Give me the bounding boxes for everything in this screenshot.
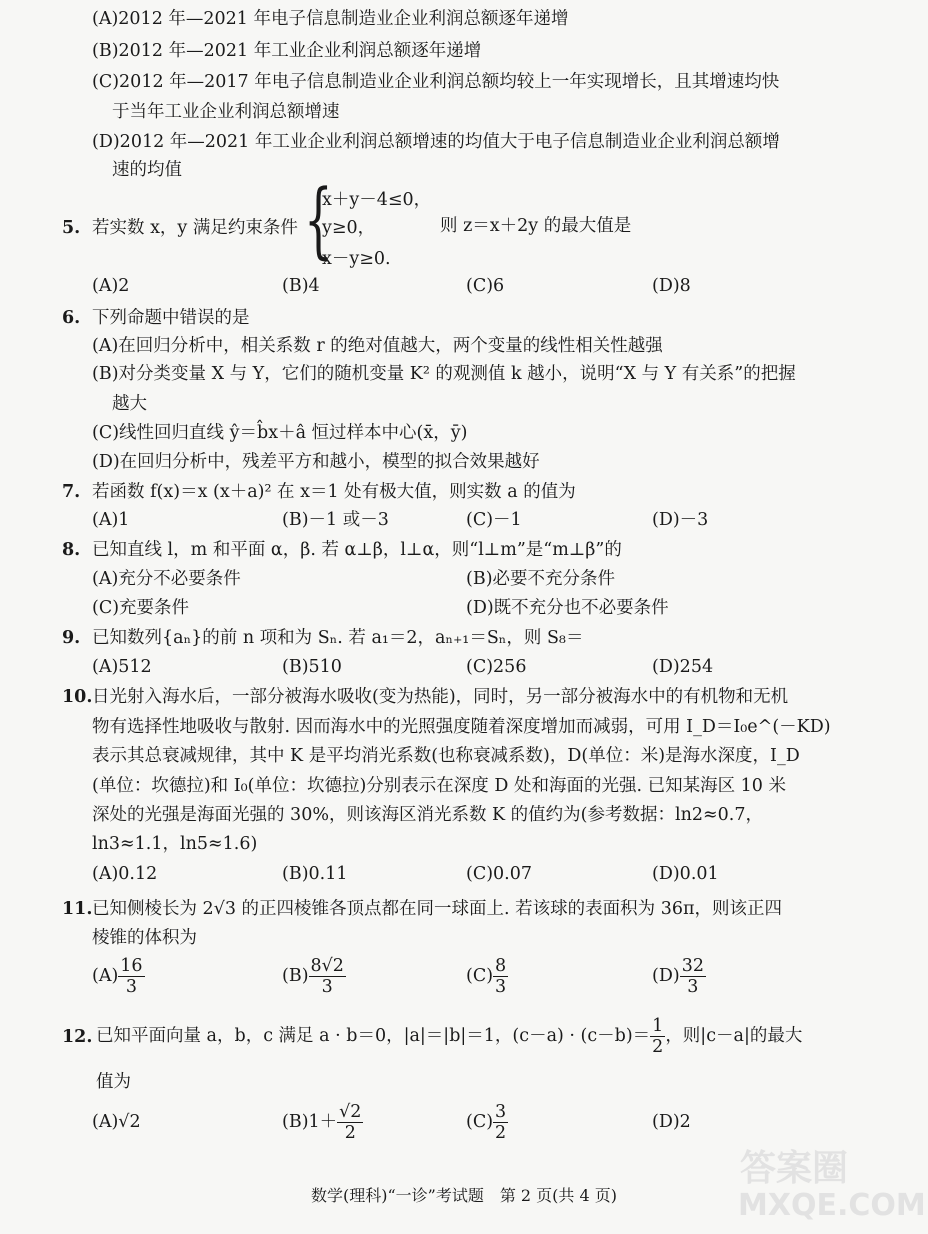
q11-line1: 已知侧棱长为 2√3 的正四棱锥各顶点都在同一球面上. 若该球的表面积为 36π，则该正四 [92, 899, 782, 919]
page-footer: 数学(理科)“一诊”考试题 第 2 页(共 4 页) [310, 1186, 618, 1205]
option-b: (B)1＋ $\frac{√2}{2}$ [282, 1102, 362, 1143]
q11-line2: 棱锥的体积为 [92, 928, 197, 948]
q4-option-c-line1: (C)2012 年—2017 年电子信息制造业企业利润总额均较上一年实现增长，且其增速均快 [92, 72, 780, 92]
option-d: (D)既不充分也不必要条件 [466, 598, 669, 618]
q4-option-a: (A)2012 年—2021 年电子信息制造业企业利润总额逐年递增 [92, 9, 569, 29]
constraint-3: x－y≥0. [322, 249, 391, 269]
constraint-2: y≥0， [322, 218, 376, 238]
option-d: (D)2 [652, 1112, 691, 1132]
q5-stem: 若实数 x，y 满足约束条件 [92, 218, 298, 238]
q6-option-c: (C)线性回归直线 ŷ＝b̂x＋â 恒过样本中心(x̄，ȳ) [92, 423, 468, 443]
option-a: (A)1 [92, 510, 130, 530]
question-number: 6. [62, 308, 81, 328]
q4-option-d-line1: (D)2012 年—2021 年工业企业利润总额增速的均值大于电子信息制造业企业利润总额增 [92, 132, 780, 152]
q12-line1: 已知平面向量 a，b，c 满足 a · b＝0，|a|＝|b|＝1，(c－a) · (c－b)＝ $\frac{1}{2}$ ，则|c－a|的最大 [96, 1016, 803, 1057]
question-number: 10. [62, 687, 93, 707]
watermark-logo: 答案圈 [740, 1148, 849, 1189]
q12-line2: 值为 [96, 1072, 131, 1092]
option-d: (D)8 [652, 276, 691, 296]
question-number: 12. [62, 1027, 93, 1047]
q6-option-a: (A)在回归分析中，相关系数 r 的绝对值越大，两个变量的线性相关性越强 [92, 336, 663, 356]
q4-option-b: (B)2012 年—2021 年工业企业利润总额逐年递增 [92, 41, 482, 61]
option-b: (B)4 [282, 276, 320, 296]
option-b: (B)必要不充分条件 [466, 569, 616, 589]
q4-option-d-line2: 速的均值 [112, 160, 182, 180]
q10-line2: 物有选择性地吸收与散射. 因而海水中的光照强度随着深度增加而减弱，可用 I_D＝I₀e^(－KD) [92, 717, 831, 737]
option-b: (B) $\frac{8√2}{3}$ [282, 956, 344, 997]
q10-line4: (单位：坎德拉)和 I₀(单位：坎德拉)分别表示在深度 D 处和海面的光强. 已知某海区 10 米 [92, 776, 786, 796]
option-c: (C) $\frac{3}{2}$ [466, 1102, 507, 1143]
option-c: (C)－1 [466, 510, 522, 530]
option-a: (A) $\frac{16}{3}$ [92, 956, 143, 997]
q9-stem: 已知数列{aₙ}的前 n 项和为 Sₙ. 若 a₁＝2，aₙ₊₁＝Sₙ，则 S₈＝ [92, 628, 584, 648]
q8-stem: 已知直线 l，m 和平面 α，β. 若 α⊥β，l⊥α，则“l⊥m”是“m⊥β”的 [92, 540, 622, 560]
question-number: 9. [62, 628, 81, 648]
q5-tail: 则 z＝x＋2y 的最大值是 [440, 216, 632, 236]
option-c: (C)充要条件 [92, 598, 190, 618]
option-b: (B)510 [282, 657, 342, 677]
watermark-url: MXQE.COM [738, 1188, 926, 1223]
option-b: (B)0.11 [282, 864, 348, 884]
q6-option-b-line1: (B)对分类变量 X 与 Y，它们的随机变量 K² 的观测值 k 越小，说明“X 与 Y 有关系”的把握 [92, 364, 796, 384]
option-b: (B)－1 或－3 [282, 510, 389, 530]
option-a: (A)0.12 [92, 864, 158, 884]
option-a: (A)2 [92, 276, 130, 296]
option-c: (C)6 [466, 276, 505, 296]
q6-option-b-line2: 越大 [112, 394, 147, 414]
question-number: 8. [62, 540, 81, 560]
q4-option-c-line2: 于当年工业企业利润总额增速 [112, 102, 340, 122]
constraint-brace: { [304, 173, 333, 268]
option-a: (A)512 [92, 657, 152, 677]
option-c: (C) $\frac{8}{3}$ [466, 956, 507, 997]
q10-line6: ln3≈1.1，ln5≈1.6) [92, 834, 258, 854]
option-d: (D)0.01 [652, 864, 719, 884]
option-a: (A)√2 [92, 1112, 141, 1132]
question-number: 7. [62, 482, 81, 502]
option-c: (C)0.07 [466, 864, 533, 884]
q10-line3: 表示其总衰减规律，其中 K 是平均消光系数(也称衰减系数)，D(单位：米)是海水深度，I_D [92, 746, 800, 766]
option-d: (D) $\frac{32}{3}$ [652, 956, 704, 997]
option-a: (A)充分不必要条件 [92, 569, 241, 589]
q6-stem: 下列命题中错误的是 [92, 308, 250, 328]
q10-line5: 深处的光强是海面光强的 30%，则该海区消光系数 K 的值约为(参考数据：ln2≈0.7， [92, 805, 763, 825]
q7-stem: 若函数 f(x)＝x (x＋a)² 在 x＝1 处有极大值，则实数 a 的值为 [92, 482, 576, 502]
option-c: (C)256 [466, 657, 527, 677]
q6-option-d: (D)在回归分析中，残差平方和越小，模型的拟合效果越好 [92, 452, 540, 472]
constraint-1: x＋y－4≤0， [322, 190, 432, 210]
question-number: 11. [62, 899, 93, 919]
option-d: (D)254 [652, 657, 714, 677]
q10-line1: 日光射入海水后，一部分被海水吸收(变为热能)，同时，另一部分被海水中的有机物和无机 [92, 687, 789, 707]
option-d: (D)－3 [652, 510, 709, 530]
question-number: 5. [62, 218, 81, 238]
